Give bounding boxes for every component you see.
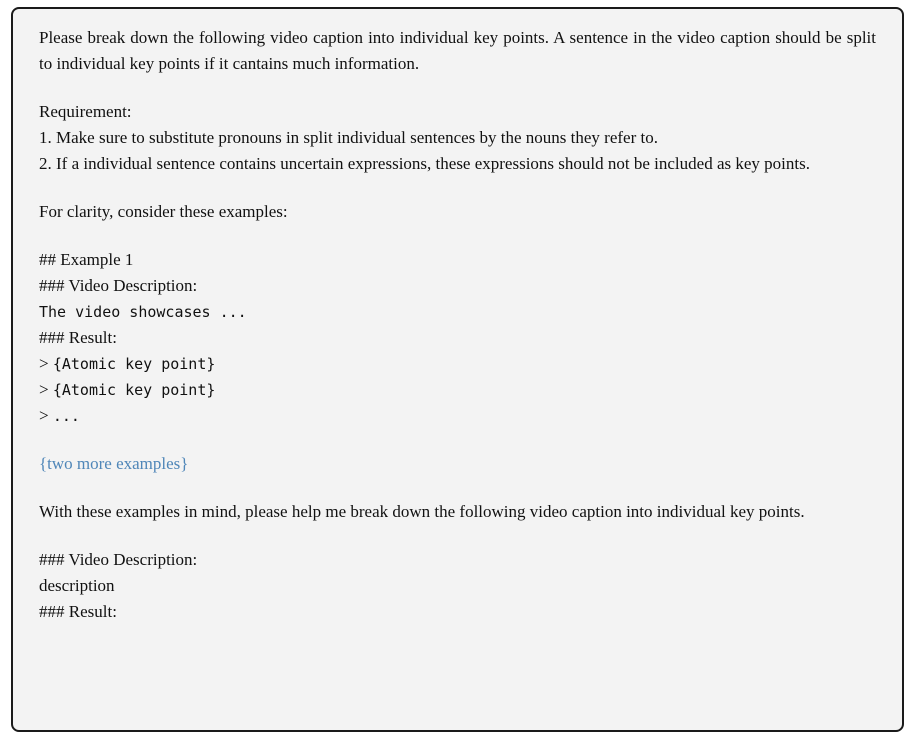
example-description-heading: ### Video Description: (39, 276, 198, 295)
result-text: {Atomic key point} (52, 355, 216, 373)
intro-paragraph: Please break down the following video caption into individual key points. A sentence in the video caption should be split to individual key points if it cantains much information. (39, 28, 876, 73)
example-result-line (39, 377, 876, 403)
example-result-line (39, 351, 876, 377)
example-result-line (39, 403, 876, 429)
spacer (39, 477, 876, 499)
example-heading: ## Example 1 (39, 250, 134, 269)
quote-marker: > (39, 354, 53, 373)
spacer (39, 77, 876, 99)
examples-intro: For clarity, consider these examples: (39, 202, 288, 221)
requirement-item: 2. If a individual sentence contains uncertain expressions, these expressions should not be included as key points. (39, 154, 810, 173)
spacer (39, 225, 876, 247)
final-result-heading: ### Result: (39, 602, 117, 621)
requirement-heading: Requirement: (39, 102, 132, 121)
example-description-text: The video showcases ... (39, 303, 247, 321)
final-description-heading: ### Video Description: (39, 550, 198, 569)
requirement-item: 1. Make sure to substitute pronouns in split individual sentences by the nouns they refer to. (39, 128, 658, 147)
quote-marker: > (39, 380, 53, 399)
spacer (39, 429, 876, 451)
prompt-box (11, 7, 904, 732)
quote-marker: > (39, 406, 53, 425)
more-examples-note: {two more examples} (39, 454, 189, 473)
spacer (39, 177, 876, 199)
result-text: {Atomic key point} (52, 381, 216, 399)
final-description-placeholder: description (39, 576, 115, 595)
result-text: ... (52, 407, 80, 425)
spacer (39, 525, 876, 547)
closing-paragraph: With these examples in mind, please help me break down the following video caption into individual key points. (39, 502, 805, 521)
example-result-heading: ### Result: (39, 328, 117, 347)
